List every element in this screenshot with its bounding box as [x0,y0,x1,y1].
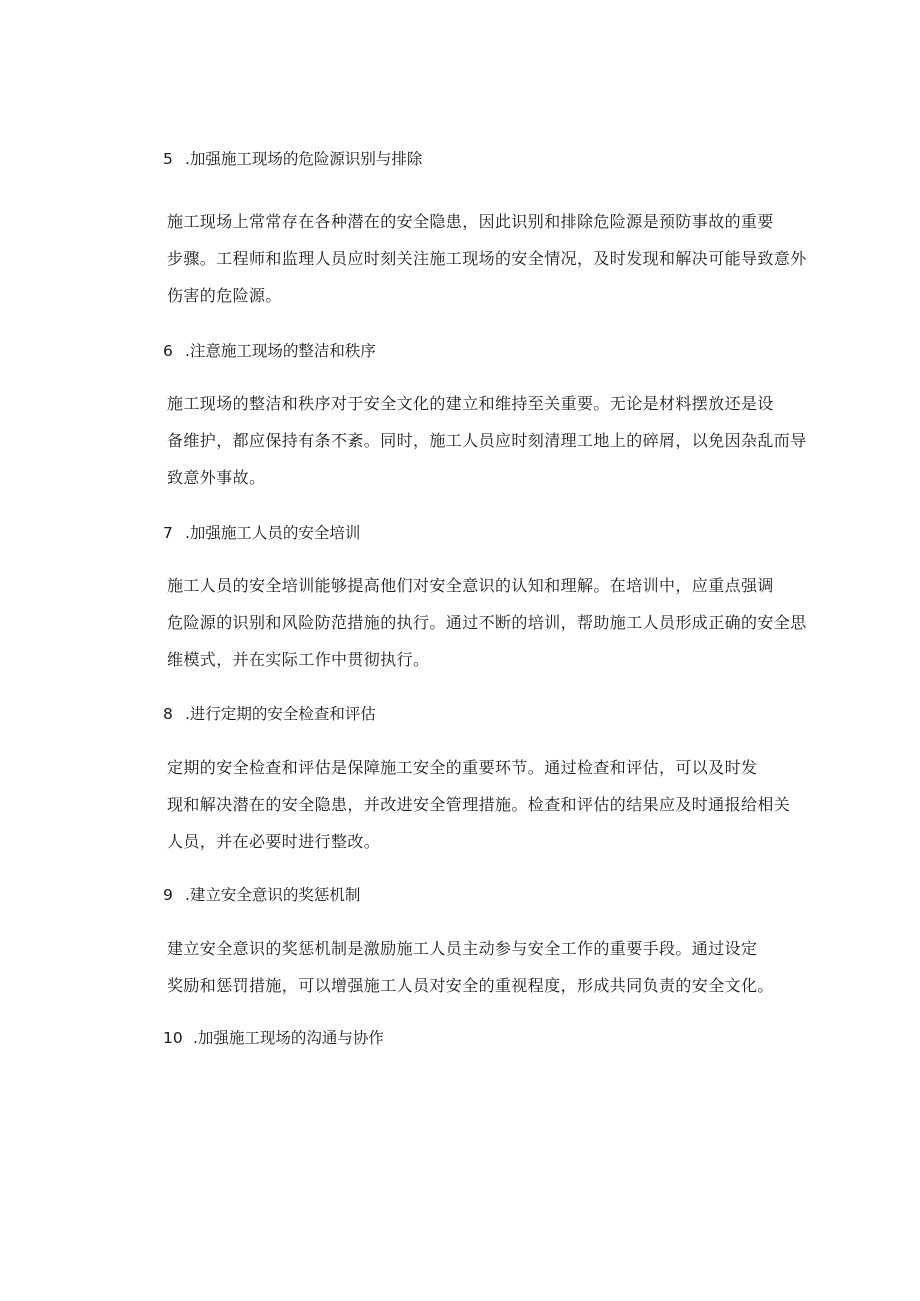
paragraph-line: 人员，并在必要时进行整改。 [167,832,381,851]
section-title: .注意施工现场的整洁和秩序 [185,342,376,360]
section-5-paragraph [167,203,807,314]
section-7-paragraph [167,567,807,678]
paragraph-line: 建立安全意识的奖惩机制是激励施工人员主动参与安全工作的重要手段。通过设定 [167,939,758,958]
section-10-heading [163,1028,384,1048]
section-8-heading [163,704,376,724]
section-6-heading [163,341,376,361]
paragraph-line: 危险源的识别和风险防范措施的执行。通过不断的培训，帮助施工人员形成正确的安全思 [167,613,807,632]
section-number: 9 [163,886,173,904]
section-number: 7 [163,524,173,542]
section-5-heading [163,149,422,169]
section-number: 5 [163,150,173,168]
paragraph-line: 定期的安全检查和评估是保障施工安全的重要环节。通过检查和评估，可以及时发 [167,758,758,777]
paragraph-line: 现和解决潜在的安全隐患，并改进安全管理措施。检查和评估的结果应及时通报给相关 [167,795,791,814]
paragraph-line: 施工现场的整洁和秩序对于安全文化的建立和维持至关重要。无论是材料摆放还是设 [167,394,774,413]
section-9-paragraph [167,930,807,1004]
section-9-heading [163,885,360,905]
section-6-paragraph [167,385,807,496]
section-title: .进行定期的安全检查和评估 [185,705,376,723]
paragraph-line: 致意外事故。 [167,468,266,487]
paragraph-line: 施工人员的安全培训能够提高他们对安全意识的认知和理解。在培训中，应重点强调 [167,576,774,595]
section-number: 8 [163,705,173,723]
paragraph-line: 奖励和惩罚措施，可以增强施工人员对安全的重视程度，形成共同负责的安全文化。 [167,976,774,995]
section-7-heading [163,523,360,543]
paragraph-line: 备维护，都应保持有条不紊。同时，施工人员应时刻清理工地上的碎屑，以免因杂乱而导 [167,431,807,450]
paragraph-line: 步骤。工程师和监理人员应时刻关注施工现场的安全情况，及时发现和解决可能导致意外 [167,249,807,268]
section-number: 6 [163,342,173,360]
section-title: .加强施工现场的危险源识别与排除 [185,150,423,168]
section-8-paragraph [167,749,807,860]
paragraph-line: 伤害的危险源。 [167,286,282,305]
section-title: .加强施工现场的沟通与协作 [193,1029,384,1047]
section-title: .建立安全意识的奖惩机制 [185,886,361,904]
paragraph-line: 维模式，并在实际工作中贯彻执行。 [167,650,430,669]
paragraph-line: 施工现场上常常存在各种潜在的安全隐患，因此识别和排除危险源是预防事故的重要 [167,212,774,231]
section-number: 10 [163,1029,183,1047]
section-title: .加强施工人员的安全培训 [185,524,361,542]
